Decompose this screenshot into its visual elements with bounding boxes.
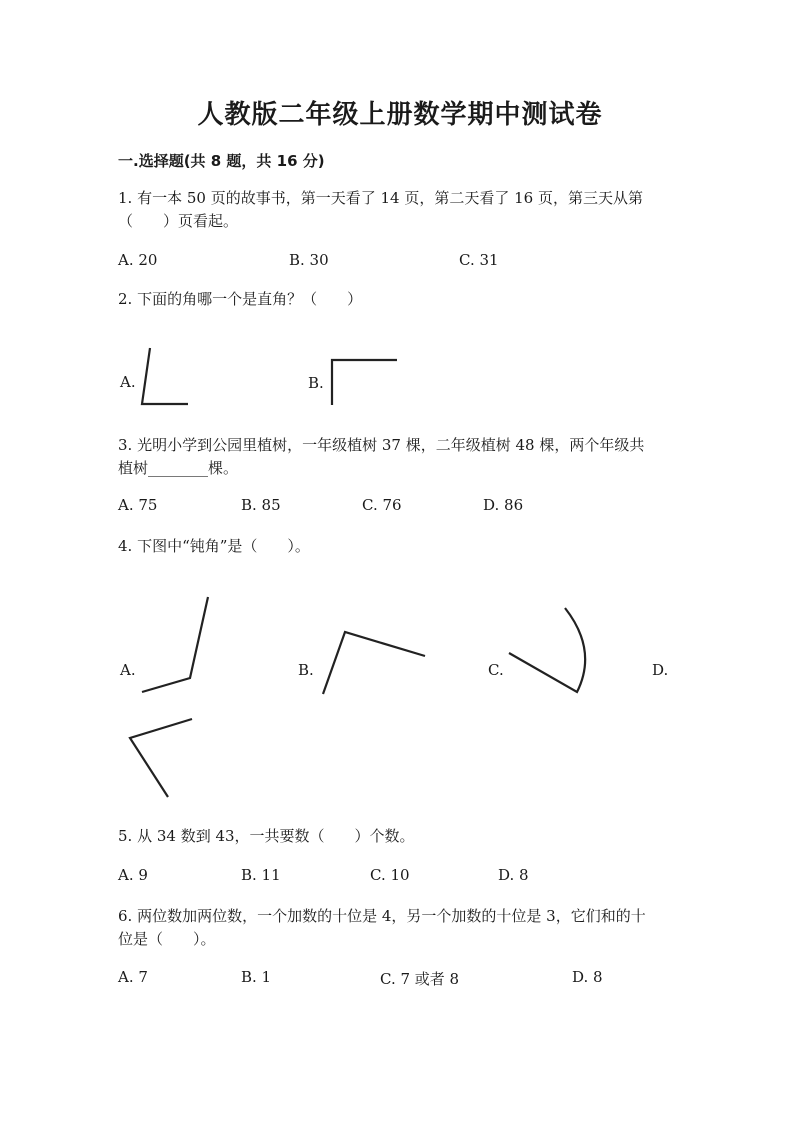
question-3-line-1: 3. 光明小学到公园里植树，一年级植树 37 棵，二年级植树 48 棵，两个年级共 xyxy=(118,436,645,454)
angle-b-figure xyxy=(323,632,425,694)
question-3-line-2: 植树________棵。 xyxy=(118,459,239,477)
question-4-option-a[interactable]: A. xyxy=(120,661,136,679)
page-title: 人教版二年级上册数学期中测试卷 xyxy=(197,100,603,130)
question-6-option-b[interactable]: B. 1 xyxy=(241,968,272,986)
angle-d-figure xyxy=(130,719,192,797)
question-2-option-b[interactable]: B. xyxy=(308,374,324,392)
question-1-option-b[interactable]: B. 30 xyxy=(289,251,329,269)
question-6-option-a[interactable]: A. 7 xyxy=(118,968,148,986)
question-4-option-d[interactable]: D. xyxy=(652,661,669,679)
question-4-option-b[interactable]: B. xyxy=(298,661,314,679)
question-1-line-1: 1. 有一本 50 页的故事书，第一天看了 14 页，第二天看了 16 页，第三天从第 xyxy=(118,189,643,207)
question-2-line-1: 2. 下面的角哪一个是直角？（ ） xyxy=(118,290,363,308)
question-6-line-2: 位是（ ）。 xyxy=(118,930,216,948)
question-1-option-c[interactable]: C. 31 xyxy=(459,251,499,269)
question-6-option-c[interactable]: C. 7 或者 8 xyxy=(380,970,460,988)
angle-a-figure xyxy=(142,597,208,692)
question-2-option-a[interactable]: A. xyxy=(120,373,136,391)
question-5-option-b[interactable]: B. 11 xyxy=(241,866,281,884)
question-4-option-c[interactable]: C. xyxy=(488,661,504,679)
question-5-option-d[interactable]: D. 8 xyxy=(498,866,529,884)
question-3-option-b[interactable]: B. 85 xyxy=(241,496,281,514)
question-4-line-1: 4. 下图中“钝角”是（ ）。 xyxy=(118,537,310,555)
question-3-option-c[interactable]: C. 76 xyxy=(362,496,402,514)
question-3-option-d[interactable]: D. 86 xyxy=(483,496,524,514)
angle-c-figure xyxy=(509,608,585,692)
section-heading: 一.选择题(共 8 题，共 16 分) xyxy=(118,152,325,170)
question-1-option-a[interactable]: A. 20 xyxy=(118,251,158,269)
question-6-option-d[interactable]: D. 8 xyxy=(572,968,603,986)
question-3-option-a[interactable]: A. 75 xyxy=(118,496,158,514)
question-5-option-a[interactable]: A. 9 xyxy=(118,866,148,884)
question-5-line-1: 5. 从 34 数到 43，一共要数（ ）个数。 xyxy=(118,827,415,845)
question-1-line-2: （ ）页看起。 xyxy=(118,212,239,230)
question-6-line-1: 6. 两位数加两位数，一个加数的十位是 4，另一个加数的十位是 3，它们和的十 xyxy=(118,907,646,925)
question-5-option-c[interactable]: C. 10 xyxy=(370,866,410,884)
